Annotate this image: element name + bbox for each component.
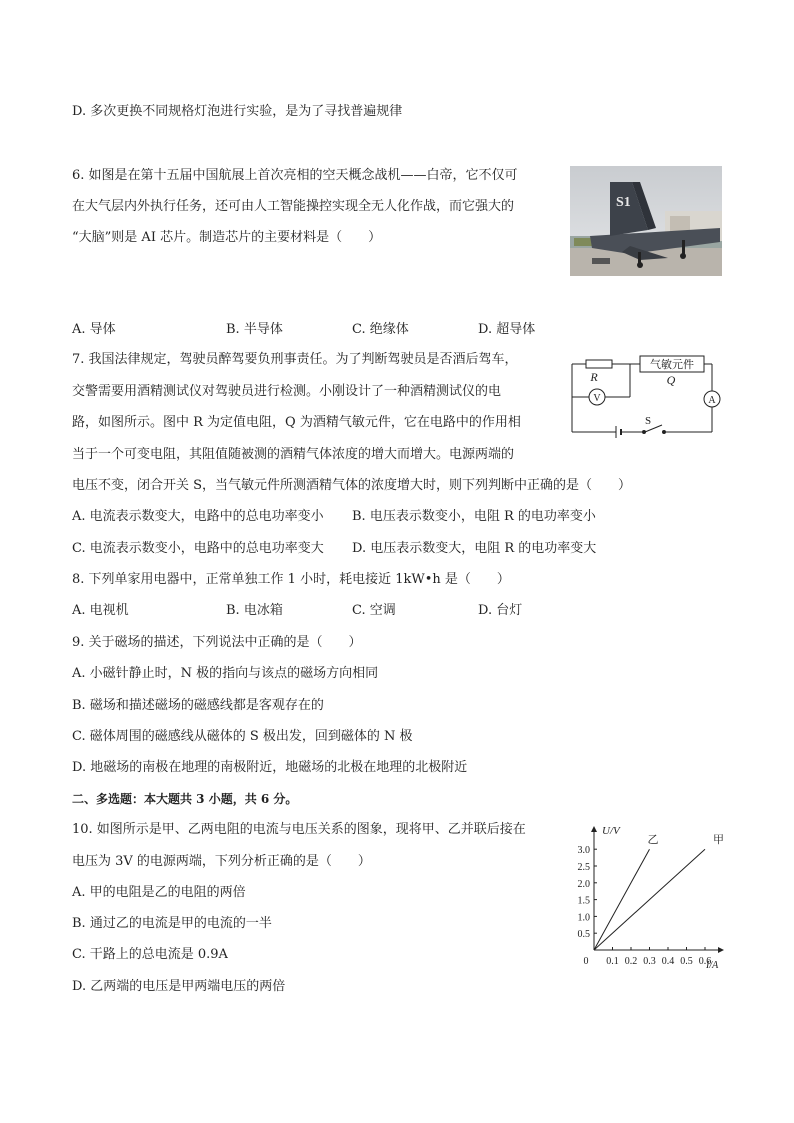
q9-option-c: C. 磁体周围的磁感线从磁体的 S 极出发，回到磁体的 N 极 [72, 729, 413, 744]
q6-stem-line-1: 6. 如图是在第十五届中国航展上首次亮相的空天概念战机——白帝，它不仅可 [72, 168, 518, 183]
q10-stem-line-2: 电压为 3V 的电源两端，下列分析正确的是（ ） [72, 854, 371, 869]
y-tick-label: 0.5 [577, 929, 590, 941]
series-label-jia: 甲 [713, 834, 724, 847]
q6-option-d: D. 超导体 [478, 322, 536, 337]
y-axis-label: U/V [602, 825, 620, 837]
x-tick-label: 0.4 [661, 956, 675, 967]
q10-option-b: B. 通过乙的电流是甲的电流的一半 [72, 916, 272, 931]
q6-stem-line-3: “大脑”则是 AI 芯片。制造芯片的主要材料是（ ） [72, 230, 382, 245]
x-tick-label: 0.1 [606, 956, 619, 967]
series-line-jia [594, 849, 705, 950]
q8-option-c: C. 空调 [352, 603, 396, 618]
y-tick-label: 1.5 [577, 895, 590, 907]
q6-option-c: C. 绝缘体 [352, 322, 409, 337]
sensor-box-label: 气敏元件 [650, 359, 694, 371]
q9-stem: 9. 关于磁场的描述，下列说法中正确的是（ ） [72, 635, 362, 650]
alcohol-tester-circuit [566, 352, 726, 440]
y-axis-arrow [591, 826, 597, 832]
x-axis-arrow [718, 947, 724, 953]
q5-option-d: D. 多次更换不同规格灯泡进行实验，是为了寻找普遍规律 [72, 104, 403, 119]
q7-stem-line-3: 路，如图所示。图中 R 为定值电阻，Q 为酒精气敏元件，它在电路中的作用相 [72, 415, 521, 430]
q7-stem-line-5: 电压不变，闭合开关 S，当气敏元件所测酒精气体的浓度增大时，则下列判断中正确的是（ ） [72, 478, 632, 493]
voltmeter-icon: V [593, 393, 601, 404]
q7-option-a: A. 电流表示数变大，电路中的总电功率变小 [72, 509, 324, 524]
resistor-label: R [590, 370, 598, 384]
y-tick-label: 3.0 [577, 845, 590, 857]
q10-stem-line-1: 10. 如图所示是甲、乙两电阻的电流与电压关系的图象，现将甲、乙并联后接在 [72, 822, 526, 837]
q7-option-b: B. 电压表示数变小，电阻 R 的电功率变小 [352, 509, 596, 524]
q9-option-a: A. 小磁针静止时，N 极的指向与该点的磁场方向相同 [72, 666, 379, 681]
q10-option-c: C. 干路上的总电流是 0.9A [72, 947, 228, 962]
aircraft-tail-marking: S1 [616, 195, 631, 210]
x-tick-label: 0 [583, 956, 589, 967]
u-i-chart [560, 818, 736, 978]
section-heading: 二、多选题：本大题共 3 小题，共 6 分。 [72, 792, 298, 806]
x-axis-label: I/A [706, 960, 719, 971]
x-tick-label: 0.5 [680, 956, 693, 967]
y-tick-label: 2.0 [577, 878, 590, 890]
q7-stem-line-1: 7. 我国法律规定，驾驶员醉驾要负刑事责任。为了判断驾驶员是否酒后驾车， [72, 352, 518, 367]
q8-option-a: A. 电视机 [72, 603, 129, 618]
x-tick-label: 0.3 [643, 956, 656, 967]
q7-stem-line-2: 交警需要用酒精测试仪对驾驶员进行检测。小刚设计了一种酒精测试仪的电 [72, 384, 502, 399]
ammeter-icon: A [708, 395, 716, 406]
switch-label: S [644, 415, 652, 427]
q9-option-d: D. 地磁场的南极在地理的南极附近，地磁场的北极在地理的北极附近 [72, 760, 468, 775]
q8-stem: 8. 下列单家用电器中，正常单独工作 1 小时，耗电接近 1kW•h 是（ ） [72, 572, 510, 587]
q7-option-d: D. 电压表示数变大，电阻 R 的电功率变大 [352, 541, 597, 556]
q8-option-b: B. 电冰箱 [226, 603, 283, 618]
q6-option-a: A. 导体 [72, 322, 116, 337]
y-tick-label: 2.5 [577, 862, 590, 873]
q10-option-a: A. 甲的电阻是乙的电阻的两倍 [72, 885, 246, 900]
q9-option-b: B. 磁场和描述磁场的磁感线都是客观存在的 [72, 698, 324, 713]
x-tick-label: 0.6 [698, 956, 712, 967]
q7-stem-line-4: 当于一个可变电阻，其阻值随被测的酒精气体浓度的增大而增大。电源两端的 [72, 447, 515, 462]
q8-option-d: D. 台灯 [478, 603, 523, 618]
x-tick-label: 0.2 [624, 956, 638, 967]
q6-option-b: B. 半导体 [226, 322, 283, 337]
series-label-yi: 乙 [647, 834, 659, 847]
series-line-yi [594, 849, 650, 950]
q7-option-c: C. 电流表示数变小，电路中的总电功率变大 [72, 541, 324, 556]
sensor-label: Q [666, 373, 676, 387]
fighter-jet-photo [570, 166, 722, 276]
q6-stem-line-2: 在大气层内外执行任务，还可由人工智能操控实现全无人化作战，而它强大的 [72, 199, 515, 214]
q10-option-d: D. 乙两端的电压是甲两端电压的两倍 [72, 979, 286, 994]
y-tick-label: 1.0 [577, 912, 590, 924]
